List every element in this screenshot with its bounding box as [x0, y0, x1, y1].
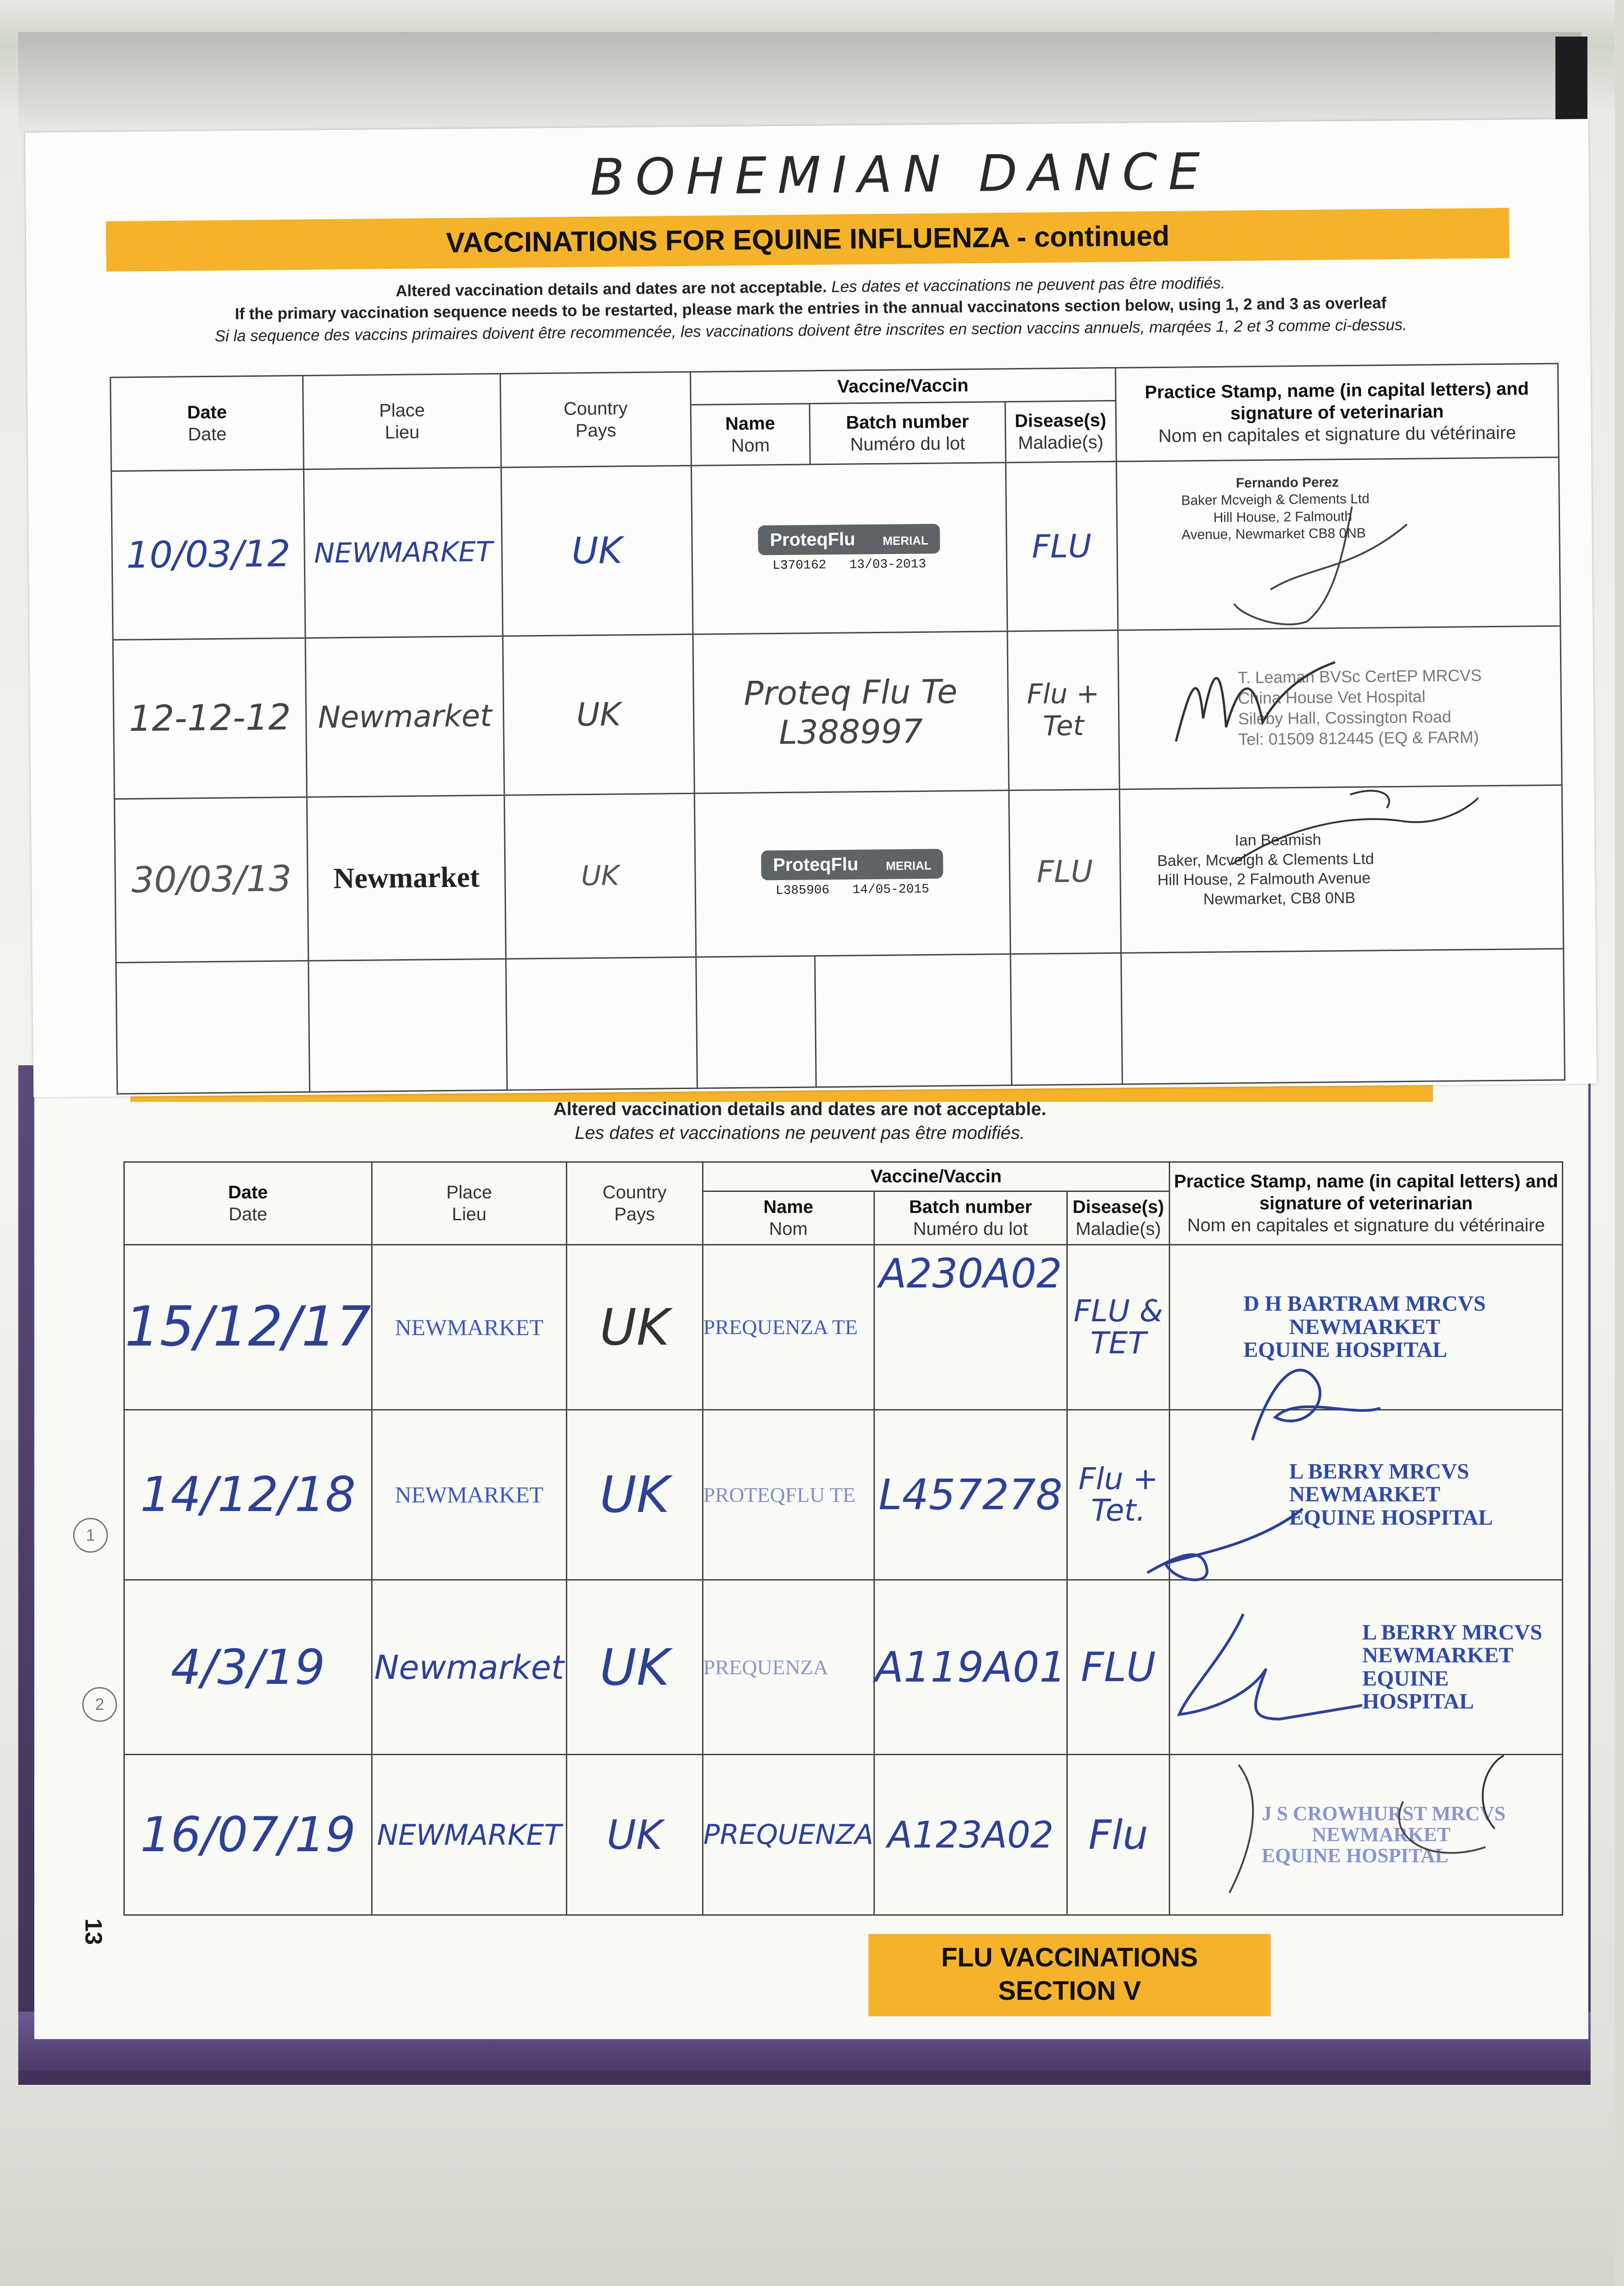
table-row: [124, 1755, 1563, 1915]
empty-cell: [116, 961, 310, 1094]
empty-cell: [506, 957, 697, 1090]
row-country: UK: [503, 634, 694, 795]
upper-notice: [84, 269, 1538, 348]
row-batch: A230A02: [874, 1244, 1067, 1410]
col-disease-header: Disease(s) Maladie(s): [1067, 1191, 1169, 1244]
col-country-header: Country Pays: [566, 1162, 703, 1245]
row-date: 4/3/19: [124, 1580, 372, 1755]
vet-stamp: D H BARTRAM MRCVS NEWMARKET EQUINE HOSPITAL: [1243, 1292, 1486, 1362]
row-date: 12-12-12: [113, 638, 307, 799]
row-stamp: [1119, 785, 1564, 953]
page-number: 13: [80, 1918, 106, 1945]
vet-stamp: J S CROWHURST MRCVS NEWMARKET EQUINE HOSPITAL: [1262, 1802, 1506, 1867]
col-disease-header: Disease(s) Maladie(s): [1005, 401, 1116, 462]
section-label: FLU VACCINATIONS SECTION V: [868, 1934, 1271, 2016]
row-date: 30/03/13: [114, 797, 309, 962]
col-country-header: Country Pays: [501, 372, 691, 467]
upper-notice-line1: Altered vaccination details and dates are not acceptable. Les dates et vaccinations ne peuvent pas être modifiés.: [395, 274, 1225, 300]
table-row-empty: [116, 949, 1565, 1094]
lower-notice-bold: Altered vaccination details and dates are not acceptable.: [553, 1099, 1047, 1119]
lower-vaccination-table: [123, 1161, 1563, 1916]
row-mark-1: 1: [73, 1518, 108, 1553]
row-country: UK: [566, 1410, 703, 1580]
row-stamp: [1170, 1244, 1563, 1410]
vet-stamp: Fernando Perez Baker Mcveigh & Clements Ltd Hill House, 2 Falmouth Avenue, Newmarket CB8 0NB: [1181, 475, 1370, 543]
col-batch-header: Batch number Numéro du lot: [809, 401, 1006, 464]
upper-banner: VACCINATIONS FOR EQUINE INFLUENZA - continued: [106, 208, 1510, 272]
row-vaccine-name: PREQUENZA: [703, 1755, 874, 1915]
lower-notice-fr: Les dates et vaccinations ne peuvent pas être modifiés.: [575, 1123, 1025, 1143]
row-country: UK: [566, 1580, 703, 1755]
col-date-header: Date Date: [110, 375, 304, 471]
row-disease: FLU: [1009, 789, 1121, 954]
row-batch: L457278: [874, 1410, 1067, 1580]
upper-restart-en: If the primary vaccination sequence needs to be restarted, please mark the entries in the annual vaccinatons section below, using 1, 2 and 3 as overleaf: [234, 294, 1387, 323]
row-date: 14/12/18: [124, 1410, 372, 1580]
table-row: [114, 785, 1563, 963]
row-stamp: [1116, 457, 1560, 630]
proteqflu-sticker: ProteqFlu MERIAL: [758, 523, 940, 555]
row-stamp: [1118, 626, 1562, 789]
empty-cell: [309, 959, 507, 1092]
row-disease: Flu + Tet: [1007, 630, 1119, 790]
table-row: [111, 457, 1560, 640]
empty-cell: [1010, 953, 1122, 1085]
row-date: 15/12/17: [124, 1244, 372, 1410]
col-date-header: Date Date: [124, 1162, 372, 1245]
row-vaccine-hand: Proteq Flu Te L388997: [693, 631, 1009, 793]
row-place: Newmarket: [305, 636, 504, 797]
row-disease: FLU: [1067, 1580, 1169, 1755]
table-row: [124, 1410, 1563, 1580]
table-row: [113, 626, 1562, 799]
row-disease: FLU & TET: [1067, 1244, 1169, 1410]
vaccine-sticker: [691, 463, 1007, 634]
vet-stamp: L BERRY MRCVS NEWMARKET EQUINE HOSPITAL: [1362, 1620, 1543, 1714]
row-stamp: [1170, 1410, 1563, 1580]
vet-stamp: T. Leaman BVSc CertEP MRCVS China House Vet Hospital Sileby Hall, Cossington Road Tel: 01509 812445 (EQ & FARM): [1237, 666, 1482, 749]
row-place: NEWMARKET: [372, 1410, 566, 1580]
vaccine-sticker: [694, 790, 1010, 957]
empty-cell: [696, 956, 816, 1088]
col-stamp-header: Practice Stamp, name (in capital letters) and signature of veterinarian Nom en capitales et signature du vétérinaire: [1115, 363, 1559, 461]
col-vaccine-header: Vaccine/Vaccin: [690, 368, 1116, 405]
row-stamp: [1170, 1580, 1563, 1755]
table-row: [124, 1580, 1563, 1755]
row-disease: Flu: [1067, 1755, 1169, 1915]
row-date: 16/07/19: [124, 1755, 372, 1915]
vet-stamp: L BERRY MRCVS NEWMARKET EQUINE HOSPITAL: [1289, 1459, 1493, 1530]
row-vaccine-name: PROTEQFLU TE: [703, 1410, 874, 1580]
col-batch-header: Batch number Numéro du lot: [874, 1191, 1067, 1244]
row-stamp: [1170, 1755, 1563, 1915]
empty-cell: [815, 954, 1012, 1087]
row-place: Newmarket: [372, 1580, 566, 1755]
horse-name: BOHEMIAN DANCE: [590, 142, 1212, 207]
vet-stamp: Ian Beamish Baker, Mcveigh & Clements Ltd Hill House, 2 Falmouth Avenue Newmarket, CB8 0NB: [1157, 831, 1374, 908]
table-row: [124, 1244, 1563, 1410]
row-country: UK: [501, 465, 693, 636]
upper-page-content: [0, 0, 1624, 1105]
row-batch: A119A01: [874, 1580, 1067, 1755]
row-mark-2: 2: [82, 1687, 117, 1722]
col-stamp-header: Practice Stamp, name (in capital letters) and signature of veterinarian Nom en capitales et signature du vétérinaire: [1170, 1162, 1563, 1245]
upper-restart-fr: Si la sequence des vaccins primaires doivent être recommencée, les vaccinations doivent être inscrites en section vaccins annuels, marqées 1, 2 et 3 comme ci-dessus.: [214, 315, 1407, 345]
row-country: UK: [566, 1755, 703, 1915]
row-disease: FLU: [1006, 461, 1118, 631]
row-batch: A123A02: [874, 1755, 1067, 1915]
row-place: NEWMARKET: [304, 467, 503, 638]
upper-vaccination-table: [110, 363, 1565, 1095]
col-place-header: Place Lieu: [372, 1162, 566, 1245]
col-name-header: Name Nom: [703, 1191, 874, 1244]
lower-notice: [320, 1097, 1280, 1145]
row-country: UK: [566, 1244, 703, 1410]
row-vaccine-name: PREQUENZA TE: [703, 1244, 874, 1410]
row-disease: Flu + Tet.: [1067, 1410, 1169, 1580]
sticker-batch-expiry: L385906 14/05-2015: [775, 882, 930, 898]
sticker-batch-expiry: L370162 13/03-2013: [772, 557, 926, 573]
col-name-header: Name Nom: [691, 404, 810, 466]
row-place: NEWMARKET: [372, 1244, 566, 1410]
row-date: 10/03/12: [111, 469, 305, 640]
row-place: Newmarket: [307, 795, 506, 961]
empty-cell: [1121, 949, 1565, 1084]
row-country: UK: [505, 793, 696, 959]
col-vaccine-header: Vaccine/Vaccin: [703, 1162, 1170, 1191]
row-vaccine-name: PREQUENZA: [703, 1580, 874, 1755]
proteqflu-sticker: ProteqFlu MERIAL: [761, 849, 943, 881]
row-place: NEWMARKET: [372, 1755, 566, 1915]
col-place-header: Place Lieu: [303, 374, 501, 469]
